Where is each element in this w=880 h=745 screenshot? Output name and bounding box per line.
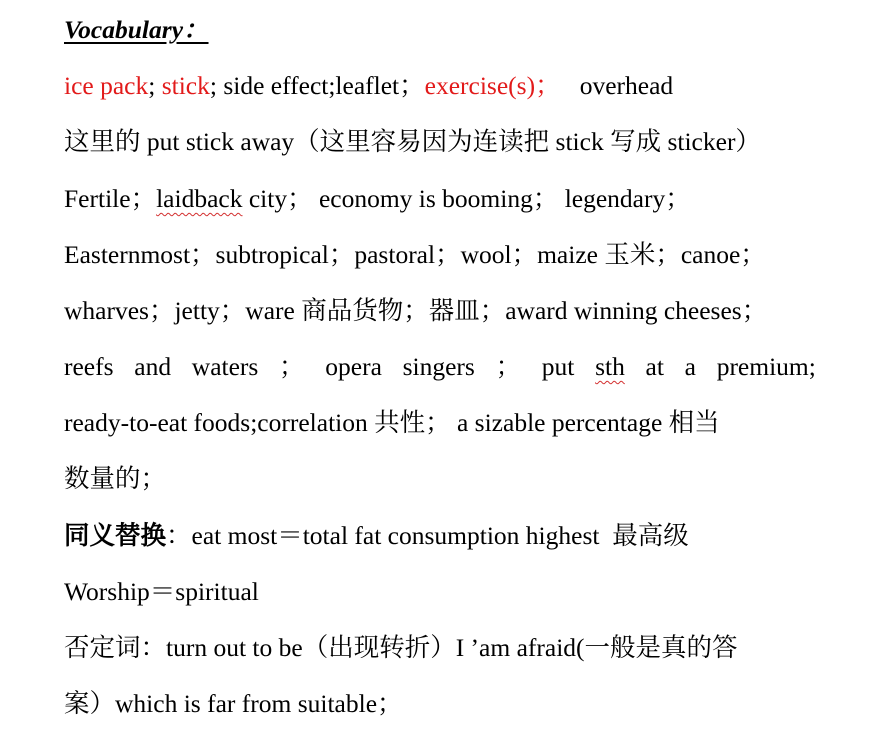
word: put (541, 352, 575, 381)
term-stick: stick (161, 71, 210, 100)
vocab-line-2: 这里的 put stick away（这里容易因为连读把 stick 写成 sticker） (64, 127, 761, 156)
word: ； (279, 352, 305, 381)
vocab-line-3 (64, 183, 816, 215)
synonym-label: 同义替换 (64, 521, 167, 550)
vocab-line-7: ready-to-eat foods;correlation 共性； a sizable percentage 相当 (64, 408, 720, 437)
vocab-text: ; side effect;leaflet； (209, 71, 425, 100)
word: opera (325, 352, 382, 381)
vocab-text: city； economy is booming； legendary； (242, 184, 691, 213)
vocab-text: Fertile； (64, 184, 157, 213)
negation-line: 否定词：turn out to be（出现转折）I ’am afraid(一般是真的答 (64, 633, 738, 662)
negation-line-continued: 案）which is far from suitable； (64, 689, 403, 718)
spellcheck-word-laidback: laidback (156, 184, 243, 213)
synonym-line (64, 520, 816, 552)
vocab-line-5: wharves；jetty；ware 商品货物；器皿；award winning cheeses； (64, 296, 768, 325)
synonym-text: ：eat most＝total fat consumption highest 最高级 (166, 521, 689, 550)
vocab-line-1 (64, 70, 816, 102)
word: at (645, 352, 664, 381)
word: ； (495, 352, 522, 381)
word: reefs (64, 352, 114, 381)
vocab-line-6 (64, 351, 816, 383)
spellcheck-word-sth: sth (595, 352, 625, 381)
word: singers (402, 352, 475, 381)
word: and (134, 352, 172, 381)
vocabulary-heading: Vocabulary： (64, 15, 209, 44)
term-overhead: overhead (560, 71, 674, 100)
term-exercise: exercise(s)； (424, 71, 561, 100)
worship-line: Worship＝spiritual (64, 577, 259, 606)
separator: ; (148, 71, 162, 100)
vocab-line-4: Easternmost；subtropical；pastoral；wool；maize 玉米；canoe； (64, 240, 766, 269)
term-ice-pack: ice pack (64, 71, 149, 100)
word: a (684, 352, 696, 381)
vocab-line-8: 数量的； (64, 464, 167, 493)
word: waters (191, 352, 259, 381)
word: premium; (716, 352, 816, 381)
